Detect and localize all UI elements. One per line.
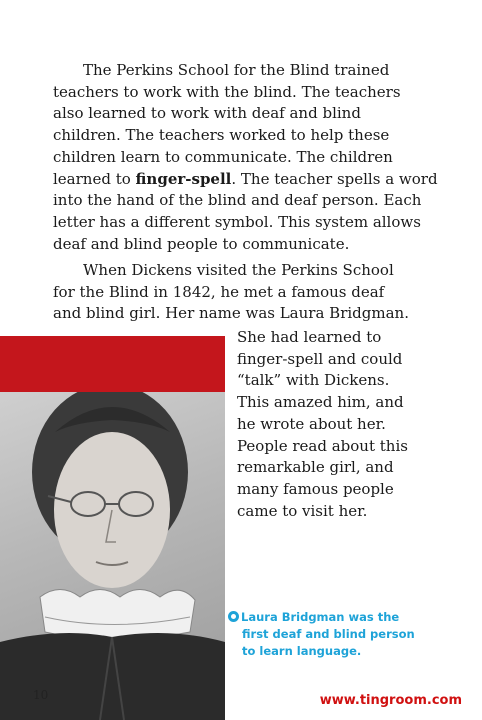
p1-line-1: The Perkins School for the Blind trained [83, 61, 390, 79]
p1-line-3: also learned to work with deaf and blind [53, 104, 361, 123]
side-line-2: finger-spell and could [237, 349, 403, 368]
p2-line-2: for the Blind in 1842, he met a famous deaf [53, 282, 385, 301]
side-line-7: remarkable girl, and [237, 458, 394, 477]
side-line-1: She had learned to [237, 328, 382, 346]
caption-line-3: to learn language. [242, 644, 362, 658]
paragraph-1 [53, 60, 438, 255]
page-number: 10 [33, 688, 49, 702]
p1-line-6-start: learned to [53, 169, 136, 188]
side-line-8: many famous people [237, 479, 394, 498]
side-line-3: “talk” with Dickens. [237, 371, 390, 390]
side-paragraph [237, 327, 427, 522]
photo-caption [228, 609, 438, 660]
side-line-5: he wrote about her. [237, 414, 386, 433]
watermark: www.tingroom.com [319, 693, 462, 708]
p1-line-8: letter has a different symbol. This system allows [53, 212, 421, 231]
side-line-9: came to visit her. [237, 501, 368, 520]
caption-pointer-icon [228, 611, 239, 622]
red-accent-bar [0, 336, 225, 392]
p1-line-4: children. The teachers worked to help these [53, 126, 390, 145]
p2-line-3: and blind girl. Her name was Laura Bridgman. [53, 304, 409, 323]
caption-line-1: Laura Bridgman was the [241, 610, 400, 624]
finger-spell-term: finger-spell [135, 169, 232, 188]
p1-line-7: into the hand of the blind and deaf person. Each [53, 191, 422, 210]
laura-bridgman-portrait [0, 392, 225, 720]
portrait-illustration [0, 392, 225, 720]
paragraph-2 [53, 260, 423, 325]
p1-line-6-end: . The teacher spells a word [231, 169, 438, 188]
caption-line-2: first deaf and blind person [242, 627, 415, 641]
p1-line-5: children learn to communicate. The children [53, 147, 393, 166]
side-line-6: People read about this [237, 436, 408, 455]
p2-line-1: When Dickens visited the Perkins School [83, 261, 394, 279]
p1-line-9: deaf and blind people to communicate. [53, 234, 350, 253]
p1-line-2: teachers to work with the blind. The teachers [53, 82, 401, 101]
side-line-4: This amazed him, and [237, 393, 404, 412]
